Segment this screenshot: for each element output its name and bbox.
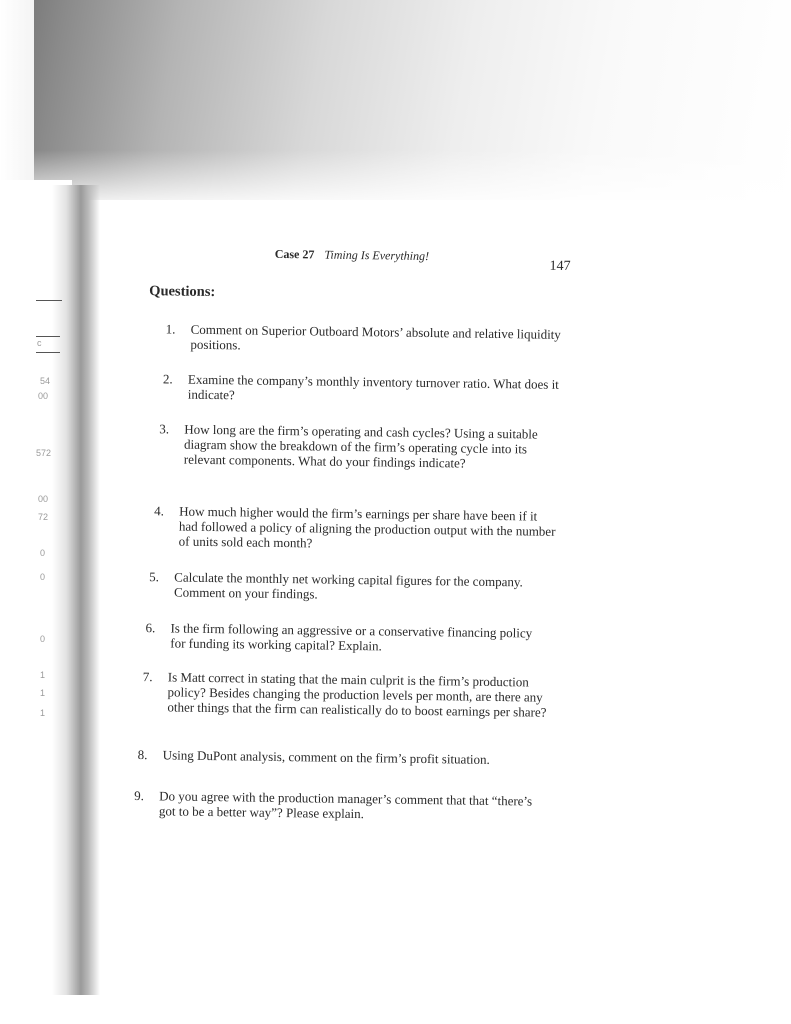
- question-text: Comment on Superior Outboard Motors’ absolute and relative liquidity positions.: [190, 321, 561, 353]
- previous-page-text-fragment: 0: [40, 548, 46, 558]
- question-item: [159, 421, 565, 472]
- question-number: 8.: [137, 747, 148, 763]
- page-number: 147: [549, 258, 571, 275]
- question-text: Using DuPont analysis, comment on the firm’s profit situation.: [162, 747, 490, 767]
- previous-page-rule: [36, 300, 62, 301]
- scan-shadow-fade: [0, 150, 791, 210]
- book-page: [131, 235, 580, 861]
- question-text: How long are the firm’s operating and cash cycles? Using a suitable diagram show the breakdown of the firm’s operating cycle into its relevant components. What do your findings indicate?: [183, 421, 538, 471]
- running-header: [275, 247, 430, 264]
- previous-page-text-fragment: 1: [40, 708, 46, 718]
- question-number: 3.: [159, 421, 170, 437]
- question-item: [154, 503, 560, 554]
- previous-page-text-fragment: 00: [38, 391, 49, 401]
- previous-page-text-fragment: 572: [36, 448, 52, 458]
- question-text: Calculate the monthly net working capital figures for the company. Comment on your findings.: [173, 569, 523, 602]
- questions-heading: Questions:: [149, 283, 216, 301]
- question-text: Do you agree with the production manager’s comment that that “there’s got to be a better way”? Please explain.: [158, 788, 533, 822]
- question-item: [142, 669, 548, 720]
- question-number: 2.: [162, 371, 173, 387]
- previous-page-text-fragment: c: [37, 338, 42, 348]
- question-number: 4.: [154, 503, 165, 519]
- question-text: How much higher would the firm’s earnings per share have been if it had followed a policy of aligning the production output with the number of units sold each month?: [178, 503, 556, 551]
- previous-page-text-fragment: 72: [38, 512, 49, 522]
- question-number: 1.: [165, 321, 176, 337]
- scan-left-edge: [0, 0, 34, 185]
- question-number: 9.: [134, 787, 145, 804]
- question-text: Is Matt correct in stating that the main culprit is the firm’s production policy? Besides changing the production levels per month, are there any other things that the firm can realistically do to boost earnings per share?: [167, 669, 547, 720]
- previous-page-text-fragment: 0: [40, 634, 46, 644]
- question-item: [134, 787, 539, 823]
- previous-page-text-fragment: 00: [38, 494, 49, 504]
- question-item: [162, 371, 568, 407]
- question-text: Examine the company’s monthly inventory turnover ratio. What does it indicate?: [187, 371, 559, 403]
- question-item: [137, 747, 543, 767]
- question-text: Is the firm following an aggressive or a conservative financing policy for funding its working capital? Explain.: [170, 620, 533, 654]
- question-item: [145, 620, 550, 655]
- case-label: Case 27: [274, 246, 315, 262]
- previous-page-rule: [36, 352, 60, 353]
- question-number: 7.: [142, 669, 153, 685]
- book-spine-shadow: [52, 185, 100, 995]
- question-number: 6.: [145, 620, 156, 636]
- previous-page-text-fragment: 1: [40, 688, 46, 698]
- previous-page-text-fragment: 1: [40, 670, 46, 680]
- previous-page-text-fragment: 54: [40, 376, 51, 386]
- previous-page-text-fragment: 0: [40, 572, 46, 582]
- previous-page-rule: [36, 336, 60, 337]
- question-number: 5.: [149, 569, 160, 585]
- question-item: [149, 569, 554, 605]
- case-title: Timing Is Everything!: [324, 247, 430, 264]
- question-item: [165, 321, 570, 357]
